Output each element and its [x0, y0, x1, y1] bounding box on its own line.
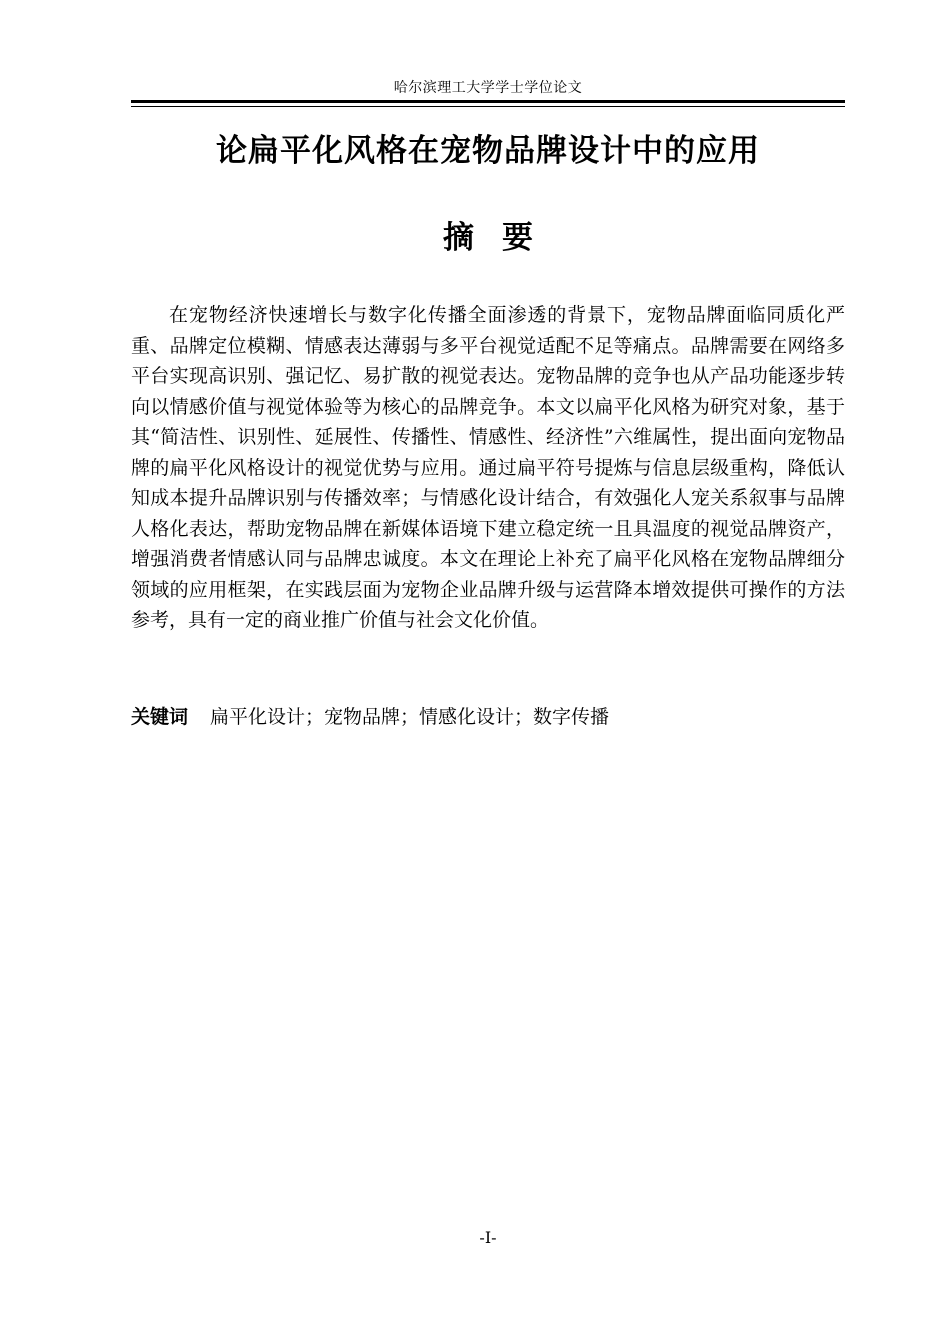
- paper-title: 论扁平化风格在宠物品牌设计中的应用: [216, 133, 760, 169]
- abstract-body: 在宠物经济快速增长与数字化传播全面渗透的背景下，宠物品牌面临同质化严重、品牌定位模糊、情感表达薄弱与多平台视觉适配不足等痛点。品牌需要在网络多平台实现高识别、强记忆、易扩散的视觉表达。宠物品牌的竞争也从产品功能逐步转向以情感价值与视觉体验等为核心的品牌竞争。本文以扁平化风格为研究对象，基于其“简洁性、识别性、延展性、传播性、情感性、经济性”六维属性，提出面向宠物品牌的扁平化风格设计的视觉优势与应用。通过扁平符号提炼与信息层级重构，降低认知成本提升品牌识别与传播效率；与情感化设计结合，有效强化人宠关系叙事与品牌人格化表达，帮助宠物品牌在新媒体语境下建立稳定统一且具温度的视觉品牌资产，增强消费者情感认同与品牌忠诚度。本文在理论上补充了扁平化风格在宠物品牌细分领域的应用框架，在实践层面为宠物企业品牌升级与运营降本增效提供可操作的方法参考，具有一定的商业推广价值与社会文化价值。: [131, 304, 845, 631]
- abstract-heading: 摘要: [443, 220, 561, 256]
- running-header: 哈尔滨理工大学学士学位论文: [393, 80, 583, 96]
- keywords-label: 关键词: [131, 706, 189, 728]
- keywords-line: [131, 702, 845, 732]
- page-number: -I-: [479, 1228, 497, 1247]
- header-rule-thick: [131, 100, 845, 103]
- header-rule-thin: [131, 106, 845, 107]
- keywords-text: 扁平化设计；宠物品牌；情感化设计；数字传播: [210, 706, 610, 728]
